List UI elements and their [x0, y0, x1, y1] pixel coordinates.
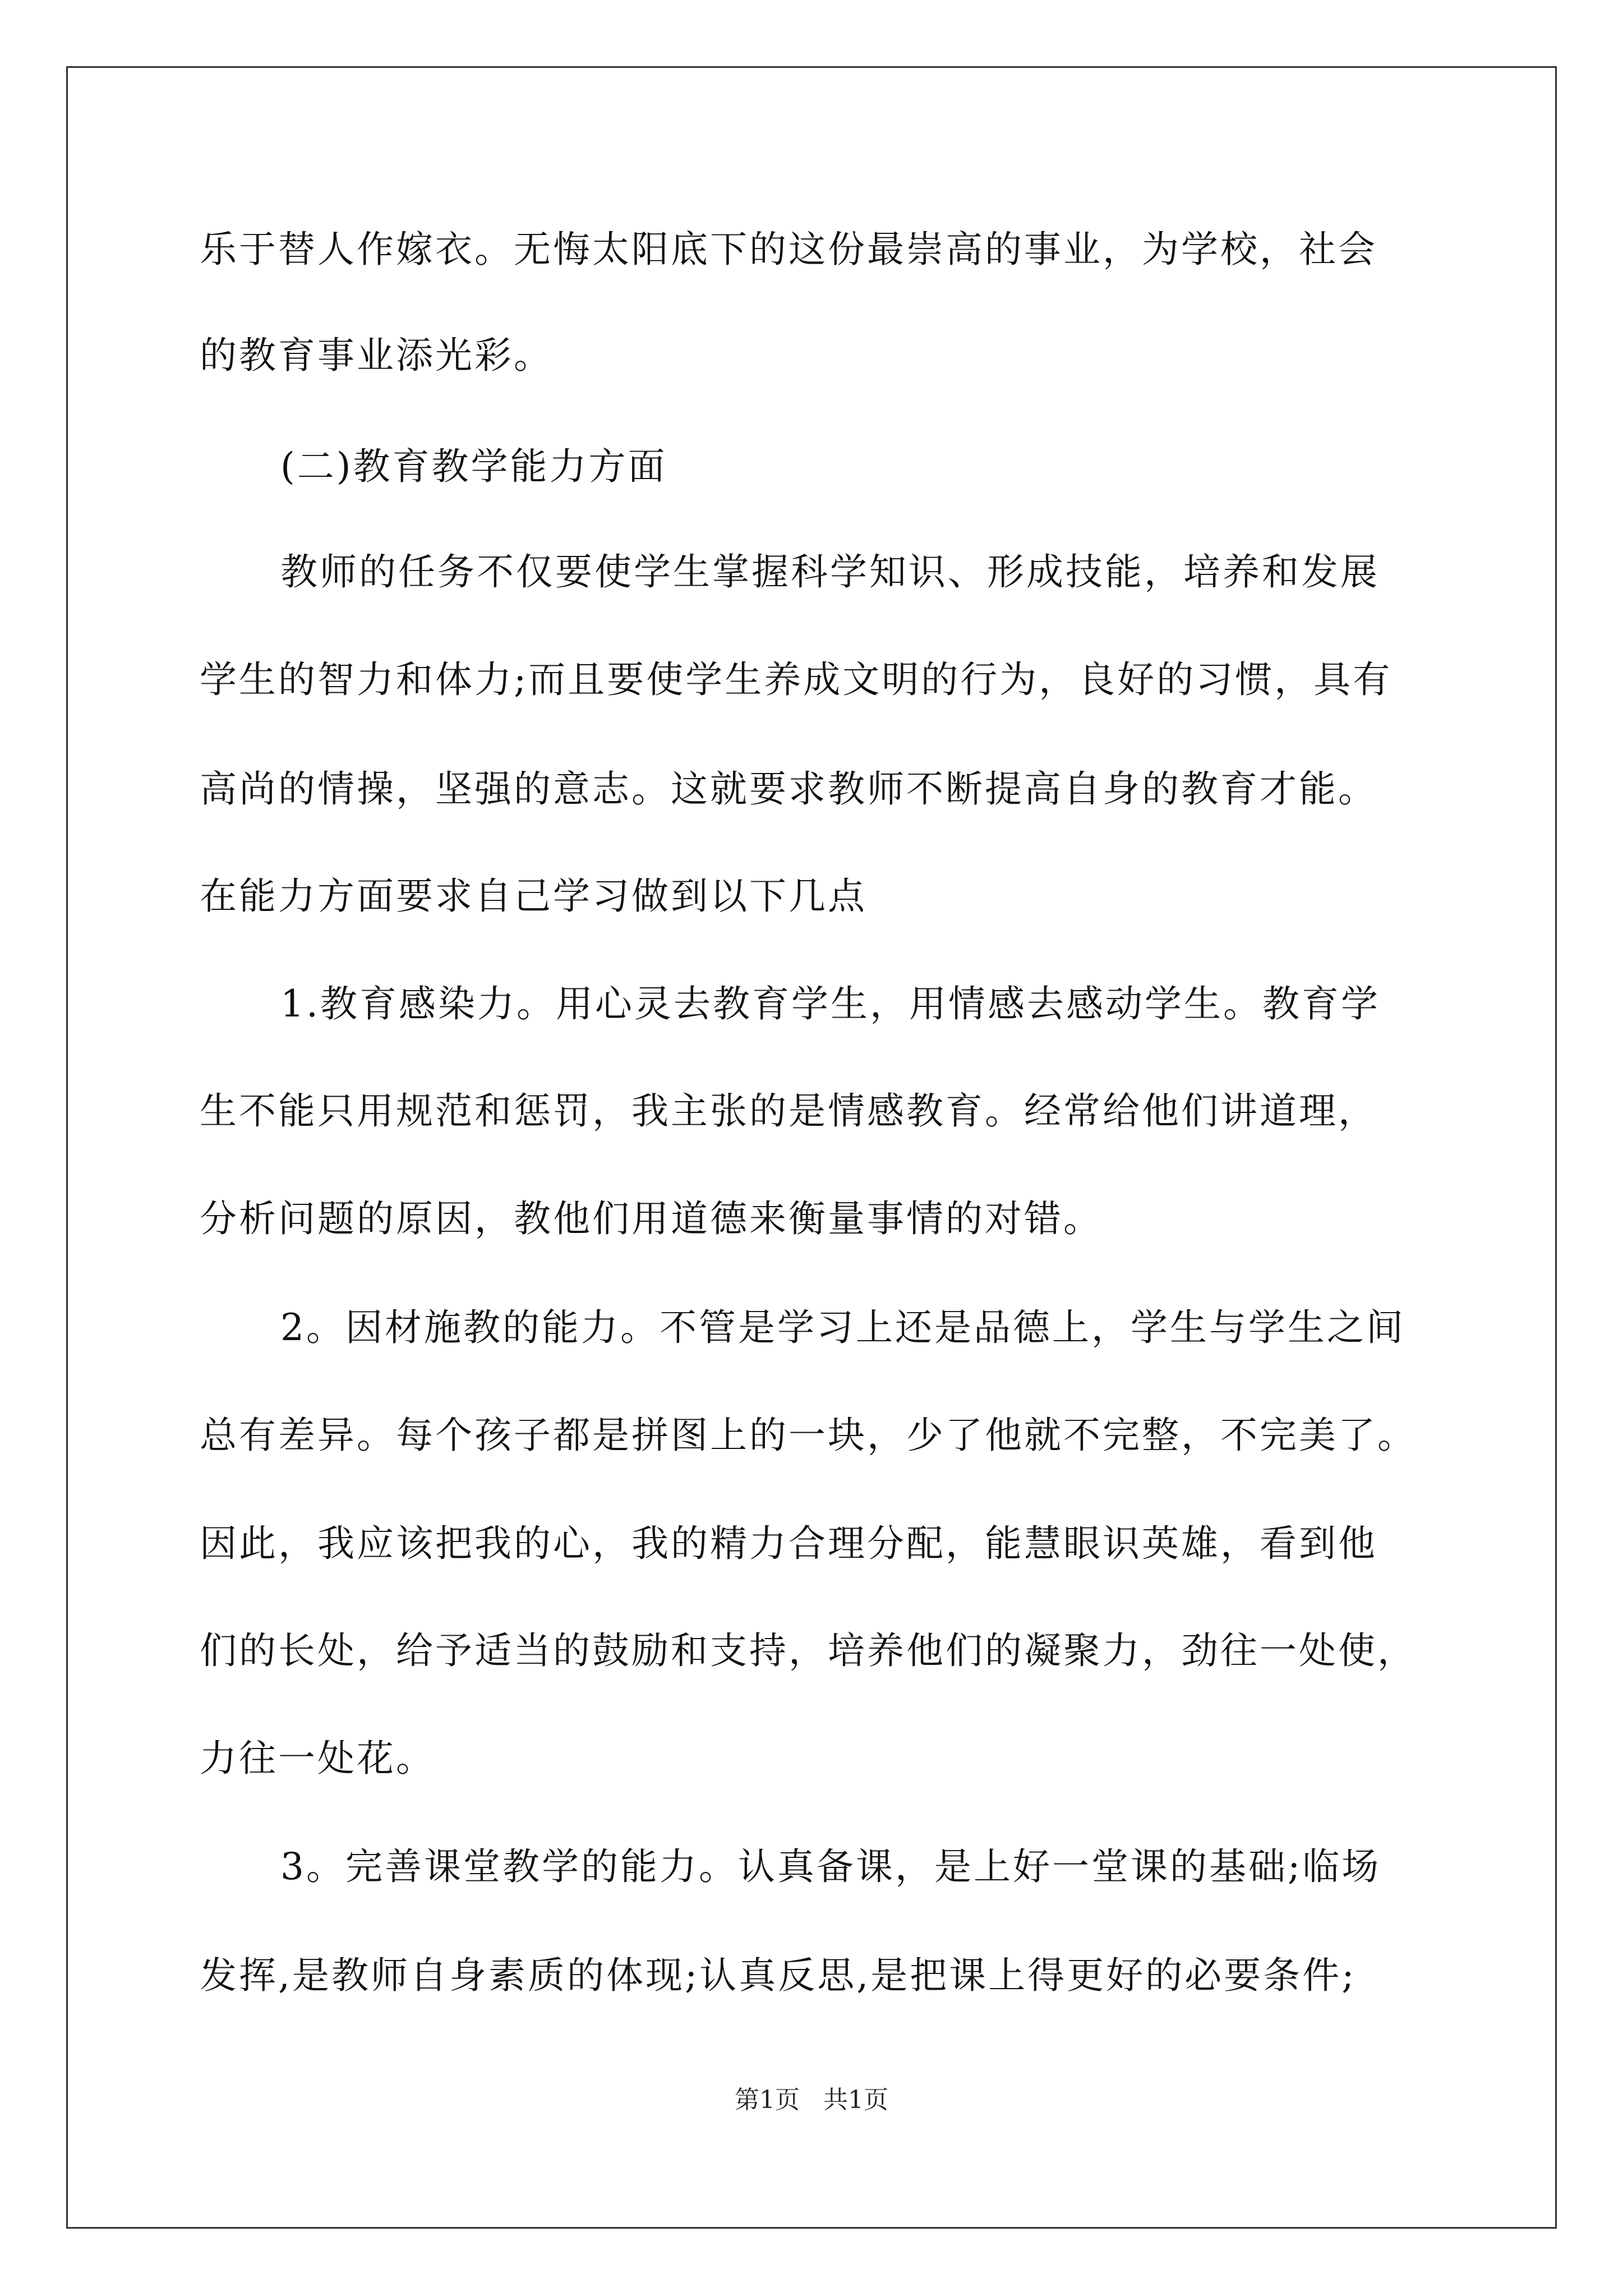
section-heading: (二)教育教学能力方面 [280, 445, 667, 488]
text-line: 3。完善课堂教学的能力。认真备课，是上好一堂课的基础;临场 [280, 1845, 1381, 1888]
text-line: 教师的任务不仅要使学生掌握科学知识、形成技能，培养和发展 [280, 550, 1380, 593]
text-line: 高尚的情操，坚强的意志。这就要求教师不断提高自身的教育才能。 [200, 767, 1377, 811]
text-line: 乐于替人作嫁衣。无悔太阳底下的这份最崇高的事业，为学校，社会 [200, 228, 1377, 271]
text-line: 发挥,是教师自身素质的体现;认真反思,是把课上得更好的必要条件; [200, 1954, 1357, 1997]
text-line: 因此，我应该把我的心，我的精力合理分配，能慧眼识英雄，看到他 [200, 1522, 1377, 1565]
page-border [66, 66, 1557, 2229]
text-line: 学生的智力和体力;而且要使学生养成文明的行为，良好的习惯，具有 [200, 658, 1393, 701]
text-line: 们的长处，给予适当的鼓励和支持，培养他们的凝聚力，劲往一处使， [200, 1629, 1417, 1672]
text-line: 的教育事业添光彩。 [200, 334, 553, 377]
text-line: 力往一处花。 [200, 1737, 435, 1780]
page-footer: 第1页 共1页 [735, 2086, 888, 2114]
text-line: 总有差异。每个孩子都是拼图上的一块，少了他就不完整，不完美了。 [200, 1414, 1417, 1457]
text-line: 生不能只用规范和惩罚，我主张的是情感教育。经常给他们讲道理， [200, 1089, 1377, 1133]
text-line: 在能力方面要求自己学习做到以下几点 [200, 875, 867, 918]
text-line: 2。因材施教的能力。不管是学习上还是品德上，学生与学生之间 [280, 1306, 1405, 1349]
text-line: 分析问题的原因，教他们用道德来衡量事情的对错。 [200, 1197, 1103, 1240]
text-line: 1.教育感染力。用心灵去教育学生，用情感去感动学生。教育学 [280, 982, 1380, 1025]
